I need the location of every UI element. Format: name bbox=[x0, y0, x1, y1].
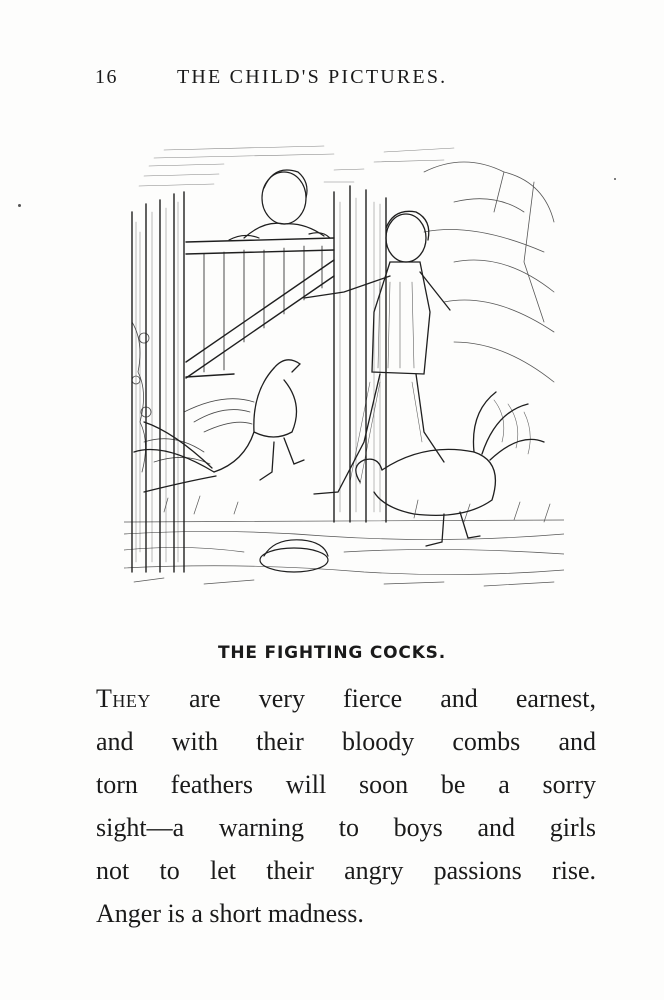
engraving-boy-and-fighting-roosters-icon bbox=[124, 142, 564, 597]
body-line: sight—a warning to boys and girls bbox=[96, 813, 596, 842]
lead-word: They bbox=[96, 684, 151, 713]
white-rooster bbox=[356, 392, 544, 546]
body-text bbox=[96, 677, 596, 935]
page-number: 16 bbox=[95, 66, 118, 88]
wooden-fence bbox=[132, 186, 386, 572]
body-line: not to let their angry passions rise. bbox=[96, 856, 596, 885]
paper-speck bbox=[614, 178, 616, 180]
illustration-caption: THE FIGHTING COCKS. bbox=[218, 643, 446, 663]
body-line-text: are very fierce and earnest, bbox=[150, 684, 596, 713]
body-line bbox=[96, 677, 596, 720]
body-line: and with their bloody combs and bbox=[96, 727, 596, 756]
book-title: THE CHILD'S PICTURES. bbox=[177, 66, 448, 88]
body-line: torn feathers will soon be a sorry bbox=[96, 770, 596, 799]
sky-hatching bbox=[139, 146, 454, 186]
fallen-hat bbox=[260, 540, 328, 572]
running-head bbox=[95, 66, 565, 94]
body-line: Anger is a short madness. bbox=[96, 899, 364, 928]
engraving-illustration bbox=[124, 142, 564, 597]
grassy-ground bbox=[124, 496, 564, 586]
paper-speck bbox=[18, 204, 21, 207]
bush-foliage bbox=[424, 162, 554, 382]
girl-figure bbox=[229, 170, 330, 240]
